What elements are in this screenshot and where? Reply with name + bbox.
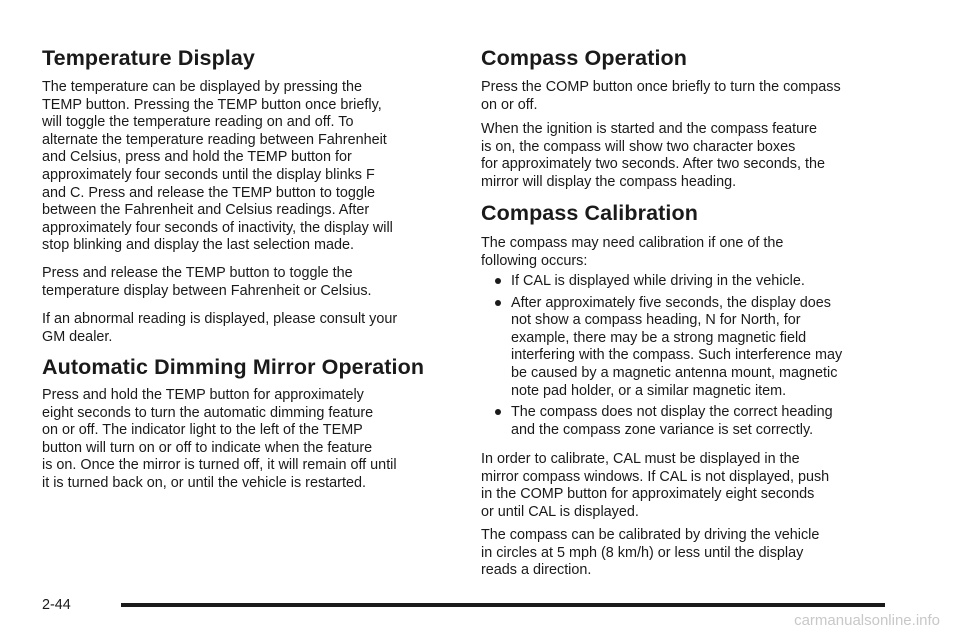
list-item [481,273,901,291]
list-item [481,295,901,401]
watermark-text[interactable]: carmanualsonline.info [794,612,940,629]
temperature-paragraph-3: If an abnormal reading is displayed, please consult your GM dealer. [42,311,398,345]
bullet-text: After approximately five seconds, the display does not show a compass heading, N for North, for example, there may be a strong magnetic field interfering with the compass. Such interference may be caused by a magnetic antenna mount, magnetic note pad holder, or a similar magnetic item. [511,294,843,399]
temperature-display-heading: Temperature Display [42,46,255,70]
bullet-text: The compass does not display the correct heading and the compass zone variance is set correctly. [511,404,833,438]
bullet-text: If CAL is displayed while driving in the vehicle. [511,273,805,289]
calibration-paragraph-1: The compass may need calibration if one of the following occurs: [481,235,784,269]
page-number: 2-44 [42,597,71,613]
list-item [481,404,901,439]
bullet-dot-icon [495,300,501,306]
calibration-bullet-list [481,273,901,443]
footer-rule [121,603,885,607]
dimming-mirror-paragraph: Press and hold the TEMP button for approximately eight seconds to turn the automatic dimming feature on or off. The indicator light to the left of the TEMP button will turn on or off to indicate when the feature is on. Once the mirror is turned off, it will remain off until it is turned back on, or until the vehicle is restarted. [42,387,397,491]
dimming-mirror-heading: Automatic Dimming Mirror Operation [42,355,425,379]
compass-paragraph-2: When the ignition is started and the compass feature is on, the compass will show two character boxes for approximately two seconds. After two seconds, the mirror will display the compass heading. [481,121,825,190]
calibration-paragraph-3: The compass can be calibrated by driving the vehicle in circles at 5 mph (8 km/h) or less until the display reads a direction. [481,527,820,579]
compass-calibration-heading: Compass Calibration [481,201,698,225]
bullet-dot-icon [495,409,501,415]
compass-operation-heading: Compass Operation [481,46,687,70]
temperature-paragraph-1: The temperature can be displayed by pressing the TEMP button. Pressing the TEMP button once briefly, will toggle the temperature reading on and off. To alternate the temperature reading between Fahrenheit and Celsius, press and hold the TEMP button for approximately four seconds until the display blinks F and C. Press and release the TEMP button to toggle between the Fahrenheit and Celsius readings. After approximately four seconds of inactivity, the display will stop blinking and display the last selection made. [42,79,393,254]
calibration-paragraph-2: In order to calibrate, CAL must be displayed in the mirror compass windows. If CAL is not displayed, push in the COMP button for approximately eight seconds or until CAL is displayed. [481,451,830,520]
temperature-paragraph-2: Press and release the TEMP button to toggle the temperature display between Fahrenheit or Celsius. [42,265,372,299]
bullet-dot-icon [495,278,501,284]
compass-paragraph-1: Press the COMP button once briefly to turn the compass on or off. [481,79,841,113]
